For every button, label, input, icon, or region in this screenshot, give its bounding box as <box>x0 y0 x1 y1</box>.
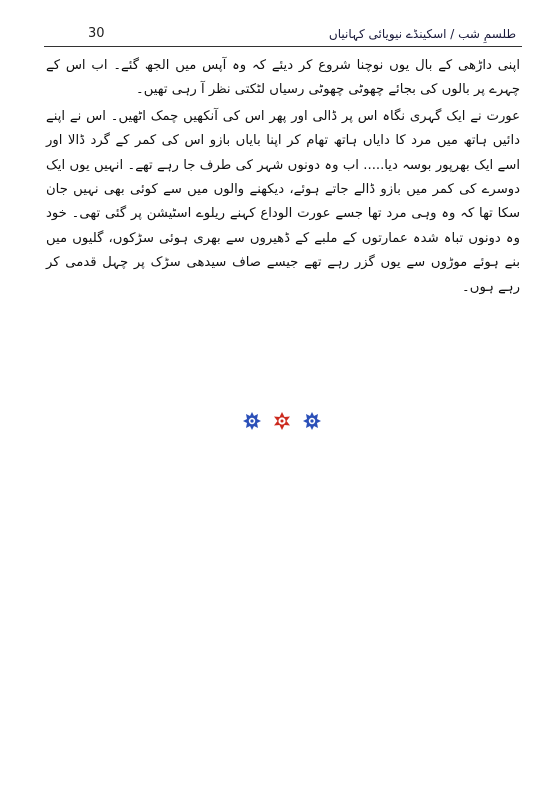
running-head: طلسمِ شب / اسکینڈے نیویائی کہانیاں <box>328 27 516 41</box>
snowflake-star-icon <box>302 411 322 431</box>
page-number: 30 <box>88 26 105 41</box>
paragraph-1: اپنی داڑھی کے بال یوں نوچنا شروع کر دیئے کہ وہ آپس میں الجھ گئے۔ اب اس کے چہرے پر بالوں کی بجائے چھوٹی چھوٹی رسیاں لٹکتی نظر آ رہی تھیں۔ <box>46 58 520 98</box>
page-header <box>44 24 522 46</box>
star-flower-icon <box>272 411 292 431</box>
snowflake-star-icon <box>242 411 262 431</box>
section-ornament <box>242 411 322 431</box>
header-rule <box>44 46 522 47</box>
body-text <box>46 54 520 300</box>
paragraph-2: عورت نے ایک گہری نگاہ اس پر ڈالی اور پھر اس کی آنکھیں چمک اٹھیں۔ اس نے اپنے دائیں ہاتھ میں مرد کا دایاں ہاتھ تھام کر اپنا بایاں بازو اس کی کمر کے گرد ڈالا اور اسے ایک بھرپور بوسہ دیا..... اب وہ دونوں شہر کی طرف جا رہے تھے۔ انہیں یوں ایک دوسرے کی کمر میں بازو ڈالے جاتے ہوئے، دیکھنے والوں میں سے کوئی بھی نہیں جان سکا تھا کہ وہ وہی مرد تھا جسے عورت الوداع کہنے ریلوے اسٹیشن پر گئی تھی۔ خود وہ دونوں تباہ شدہ عمارتوں کے ملبے کے ڈھیروں سے بھری ہوئی سڑکوں، گلیوں میں بنے ہوئے موڑوں سے یوں گزر رہے تھے جیسے صاف سیدھی سڑک پر چہل قدمی کر رہے ہوں۔ <box>46 108 520 295</box>
